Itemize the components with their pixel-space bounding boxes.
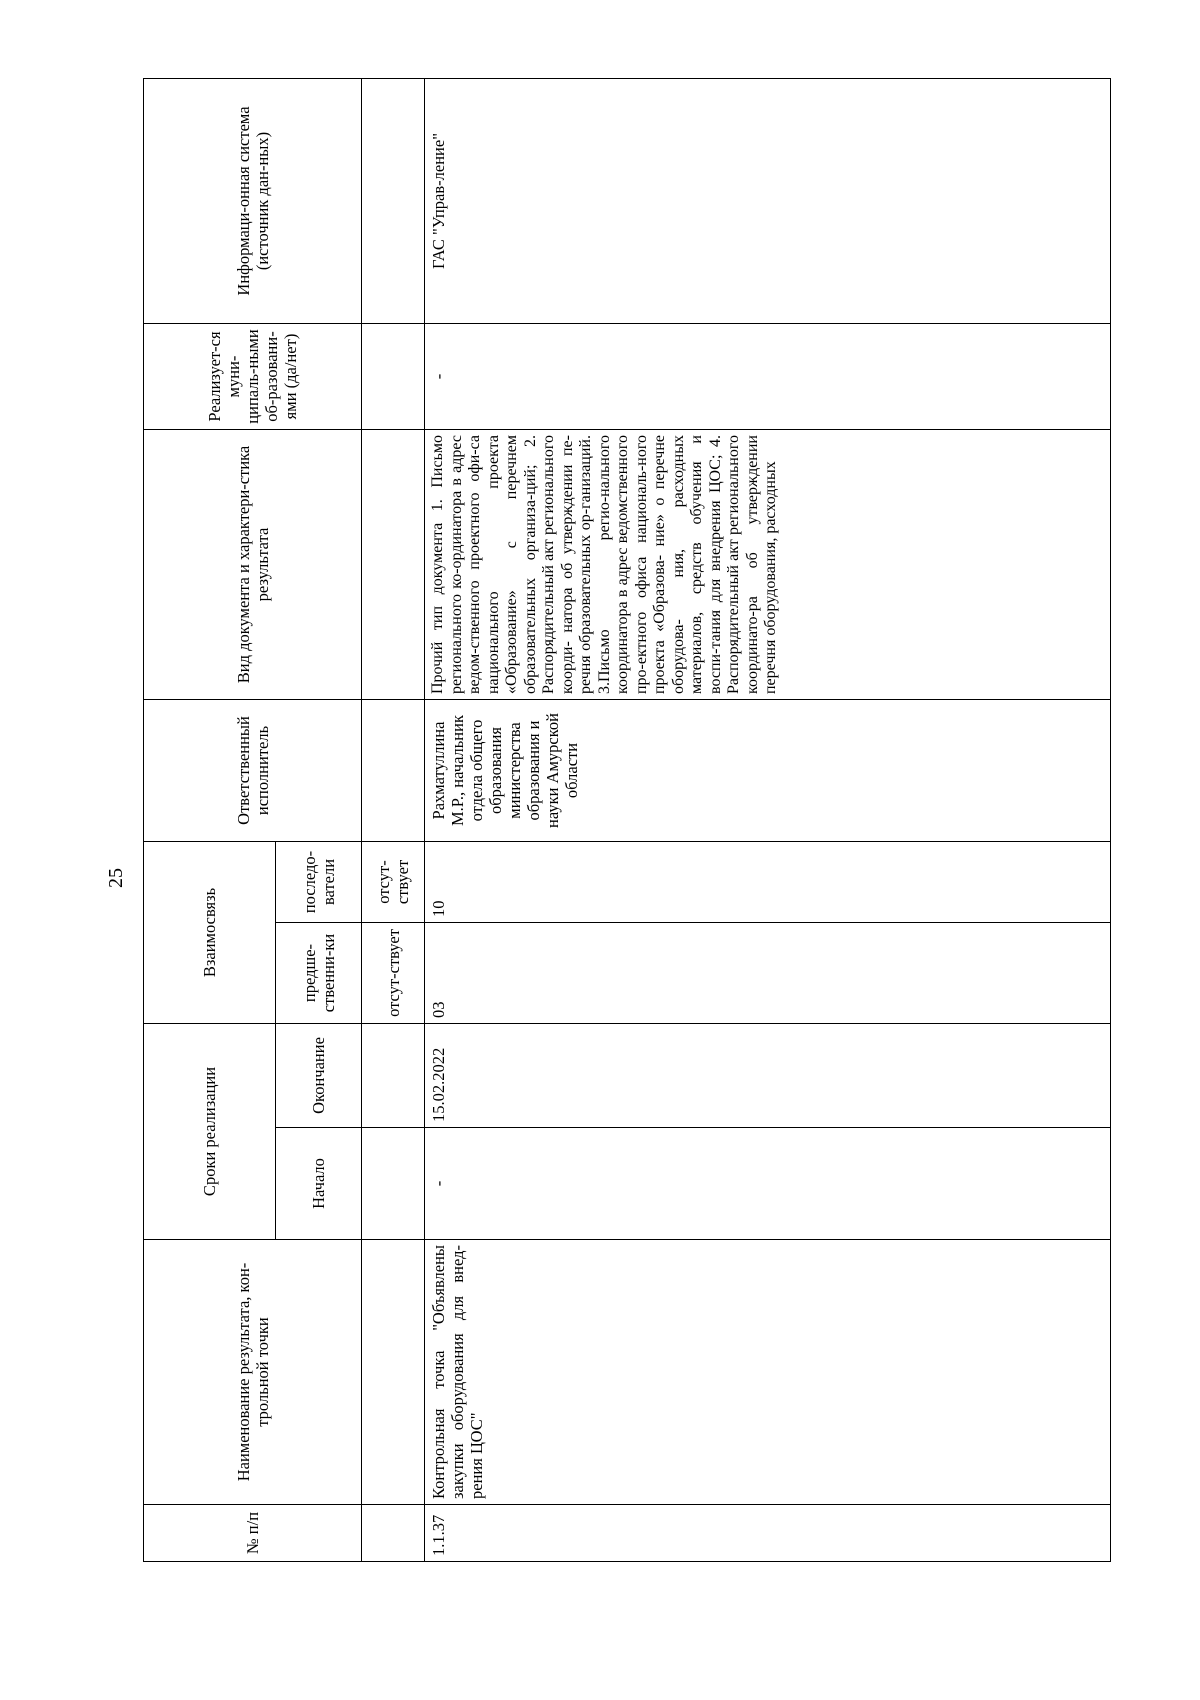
row-end: 15.02.2022 [425, 1024, 1111, 1128]
row-start: - [425, 1128, 1111, 1240]
absent-successors: отсут-ствует [362, 842, 425, 923]
row-document [425, 430, 1111, 700]
absent-row [362, 79, 425, 1562]
table-row [425, 79, 1111, 1562]
absent-end [362, 1024, 425, 1128]
row-info-system: ГАС "Управ-ление" [425, 79, 1111, 324]
absent-start [362, 1128, 425, 1240]
header-successors: последо-ватели [276, 842, 362, 923]
row-municipal: - [425, 324, 1111, 430]
header-municipal: Реализует-ся муни-ципаль-ными об-разовани-ями (да/нет) [144, 324, 362, 430]
row-predecessors: 03 [425, 923, 1111, 1024]
row-responsible: Рахматуллина М.Р., начальник отдела общего образования министерства образования и науки Амурской области [425, 700, 1111, 842]
header-row [144, 79, 276, 1562]
row-successors: 10 [425, 842, 1111, 923]
header-start: Начало [276, 1128, 362, 1240]
absent-responsible [362, 700, 425, 842]
header-predecessors: предше-ственни-ки [276, 923, 362, 1024]
absent-num [362, 1505, 425, 1562]
absent-document [362, 430, 425, 700]
absent-name [362, 1240, 425, 1505]
header-end: Окончание [276, 1024, 362, 1128]
header-document: Вид документа и характери-стика результата [144, 430, 362, 700]
absent-predecessors: отсут-ствует [362, 923, 425, 1024]
header-info-system: Информаци-онная система (источник дан-ных) [144, 79, 362, 324]
header-link: Взаимосвязь [144, 842, 276, 1024]
row-num: 1.1.37 [425, 1505, 1111, 1562]
header-terms: Сроки реализации [144, 1024, 276, 1240]
row-name: Контрольная точка "Объявлены закупки оборудования для внед-рения ЦОС" [425, 1240, 1111, 1505]
absent-municipal [362, 324, 425, 430]
absent-info [362, 79, 425, 324]
row-document-text: Прочий тип документа 1. Письмо регионального ко-ординатора в адрес ведом-ственного проектного офи-са национального проекта «Образование» с перечнем образовательных организа-ций; 2. Распорядительный акт регионального коорди- натора об утверждении пе- речня образовательных ор-ганизаций. 3.Письмо регио-нального координатора в адрес ведомственного про-ектного офиса националь-ного проекта «Образова- ние» о перечне оборудова- ния, расходных материалов, средств обучения и воспи-тания для внедрения ЦОС; 4. Распорядительный акт регионального координато-ра об утверждении перечня оборудования, расходных [429, 435, 779, 694]
page-number: 25 [105, 868, 127, 888]
header-num: № п/п [144, 1505, 362, 1562]
header-responsible: Ответственный исполнитель [144, 700, 362, 842]
header-name: Наименование результата, кон-трольной точки [144, 1240, 362, 1505]
results-table [143, 78, 1111, 1562]
rotated-table-sheet [143, 79, 1111, 1562]
